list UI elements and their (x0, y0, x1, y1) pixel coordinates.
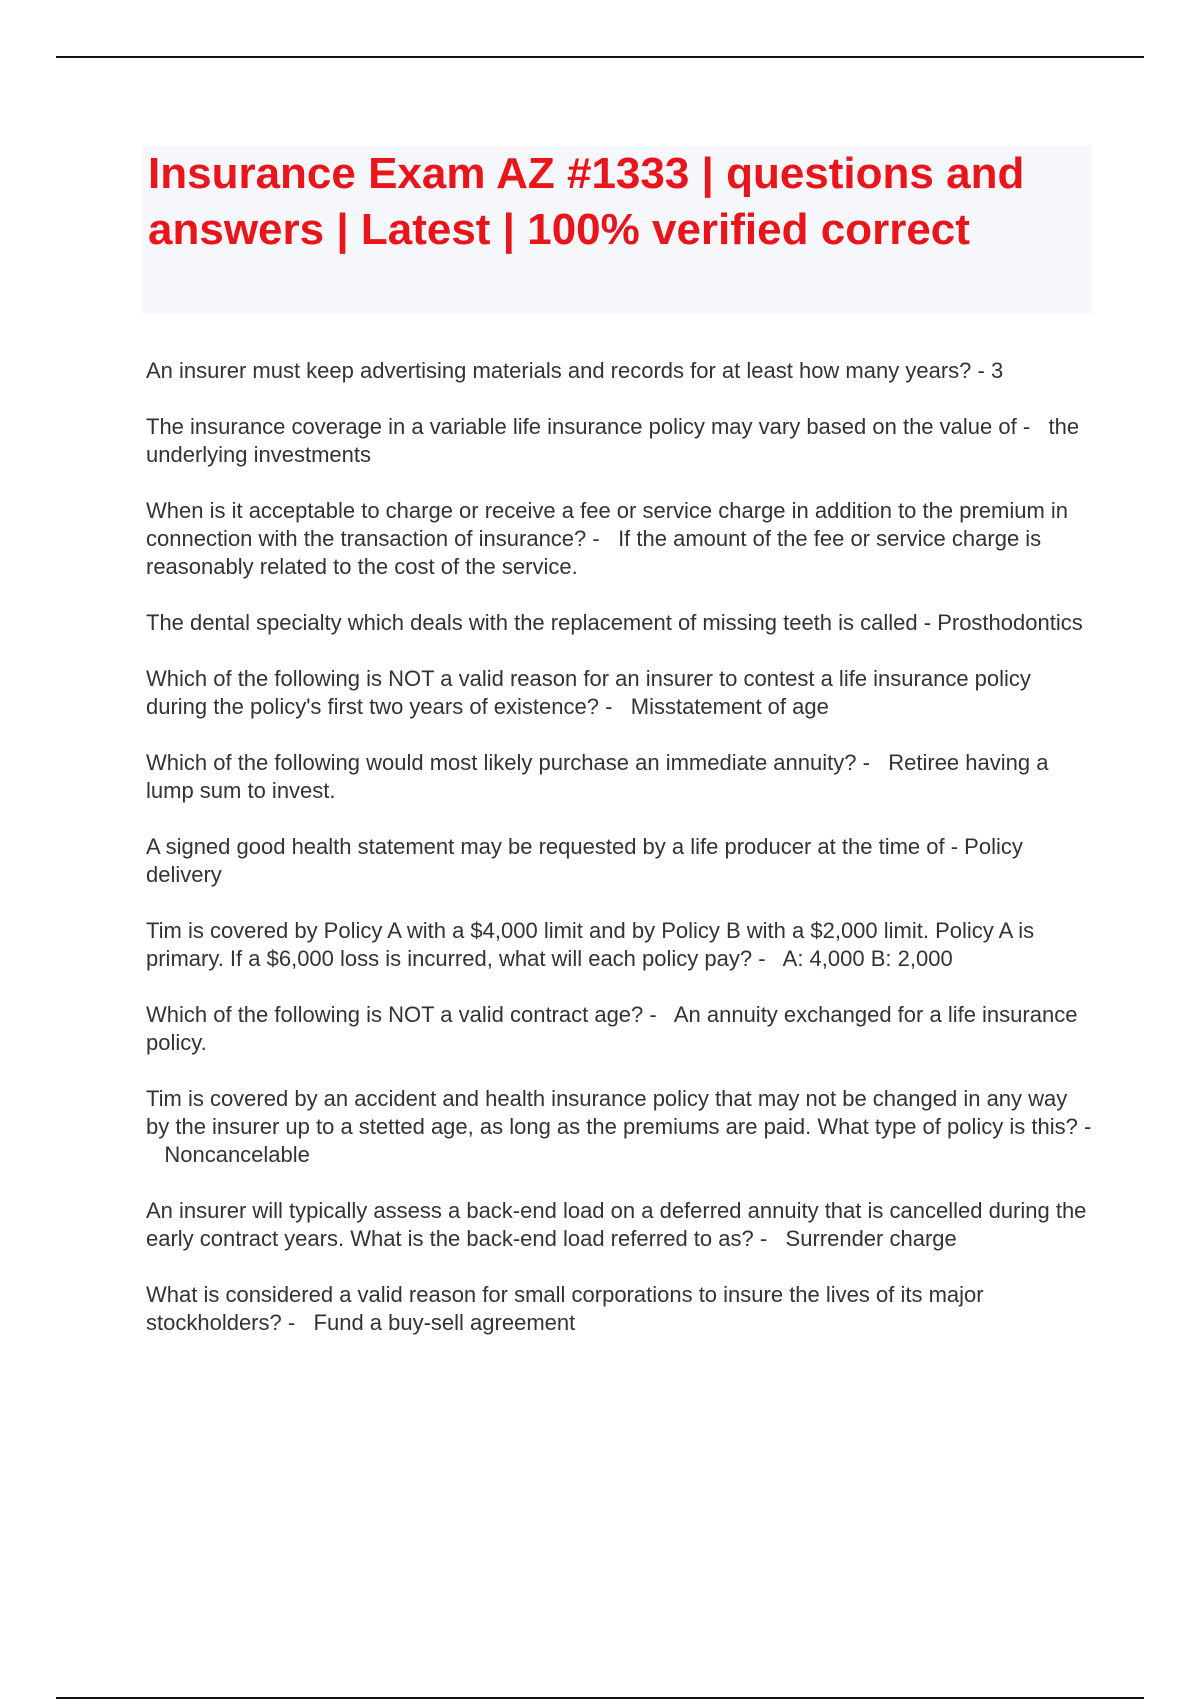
qa-item (146, 497, 1096, 581)
answer-text: Surrender charge (785, 1226, 957, 1251)
qa-item (146, 917, 1096, 973)
answer-text: Retiree having a lump sum to invest. (146, 750, 1049, 803)
answer-text: Policy delivery (146, 834, 1023, 887)
question-text: The insurance coverage in a variable life insurance policy may vary based on the value of - (146, 414, 1031, 439)
title-box (142, 146, 1092, 314)
question-text: A signed good health statement may be requested by a life producer at the time of - (146, 834, 959, 859)
answer-text: 3 (990, 358, 1004, 383)
question-text: The dental specialty which deals with the replacement of missing teeth is called - (146, 610, 932, 635)
answer-text: If the amount of the fee or service charge is reasonably related to the cost of the service. (146, 526, 1042, 579)
qa-item (146, 413, 1096, 469)
question-text: Tim is covered by an accident and health insurance policy that may not be changed in any way by the insurer up to a stetted age, as long as the premiums are paid. What type of policy is this? - (146, 1086, 1092, 1139)
answer-text: Fund a buy-sell agreement (313, 1310, 576, 1335)
document-title: Insurance Exam AZ #1333 | questions and answers | Latest | 100% verified correct (148, 149, 1025, 254)
question-text: Which of the following is NOT a valid reason for an insurer to contest a life insurance policy during the policy's first two years of existence? - (146, 666, 1031, 719)
answer-text: the underlying investments (146, 414, 1080, 467)
question-text: Tim is covered by Policy A with a $4,000 limit and by Policy B with a $2,000 limit. Policy A is primary. If a $6,000 loss is incurred, what will each policy pay? - (146, 918, 1035, 971)
qa-item (146, 357, 1096, 385)
answer-text: Misstatement of age (630, 694, 829, 719)
qa-item (146, 665, 1096, 721)
answer-text: An annuity exchanged for a life insurance policy. (146, 1002, 1078, 1055)
question-text: Which of the following is NOT a valid contract age? - (146, 1002, 657, 1027)
qa-item (146, 1001, 1096, 1057)
bottom-rule (56, 1697, 1144, 1699)
answer-text: Prosthodontics (937, 610, 1083, 635)
question-text: An insurer will typically assess a back-end load on a deferred annuity that is cancelled during the early contract years. What is the back-end load referred to as? - (146, 1198, 1087, 1251)
qa-item (146, 609, 1096, 637)
qa-list (146, 357, 1096, 1365)
qa-item (146, 749, 1096, 805)
question-text: An insurer must keep advertising materials and records for at least how many years? - (146, 358, 985, 383)
qa-item (146, 1197, 1096, 1253)
question-text: When is it acceptable to charge or receive a fee or service charge in addition to the premium in connection with the transaction of insurance? - (146, 498, 1069, 551)
qa-item (146, 833, 1096, 889)
answer-text: A: 4,000 B: 2,000 (782, 946, 953, 971)
answer-text: Noncancelable (164, 1142, 310, 1167)
qa-item (146, 1281, 1096, 1337)
question-text: What is considered a valid reason for small corporations to insure the lives of its major stockholders? - (146, 1282, 984, 1335)
question-text: Which of the following would most likely purchase an immediate annuity? - (146, 750, 870, 775)
qa-item (146, 1085, 1096, 1169)
top-rule (56, 56, 1144, 58)
